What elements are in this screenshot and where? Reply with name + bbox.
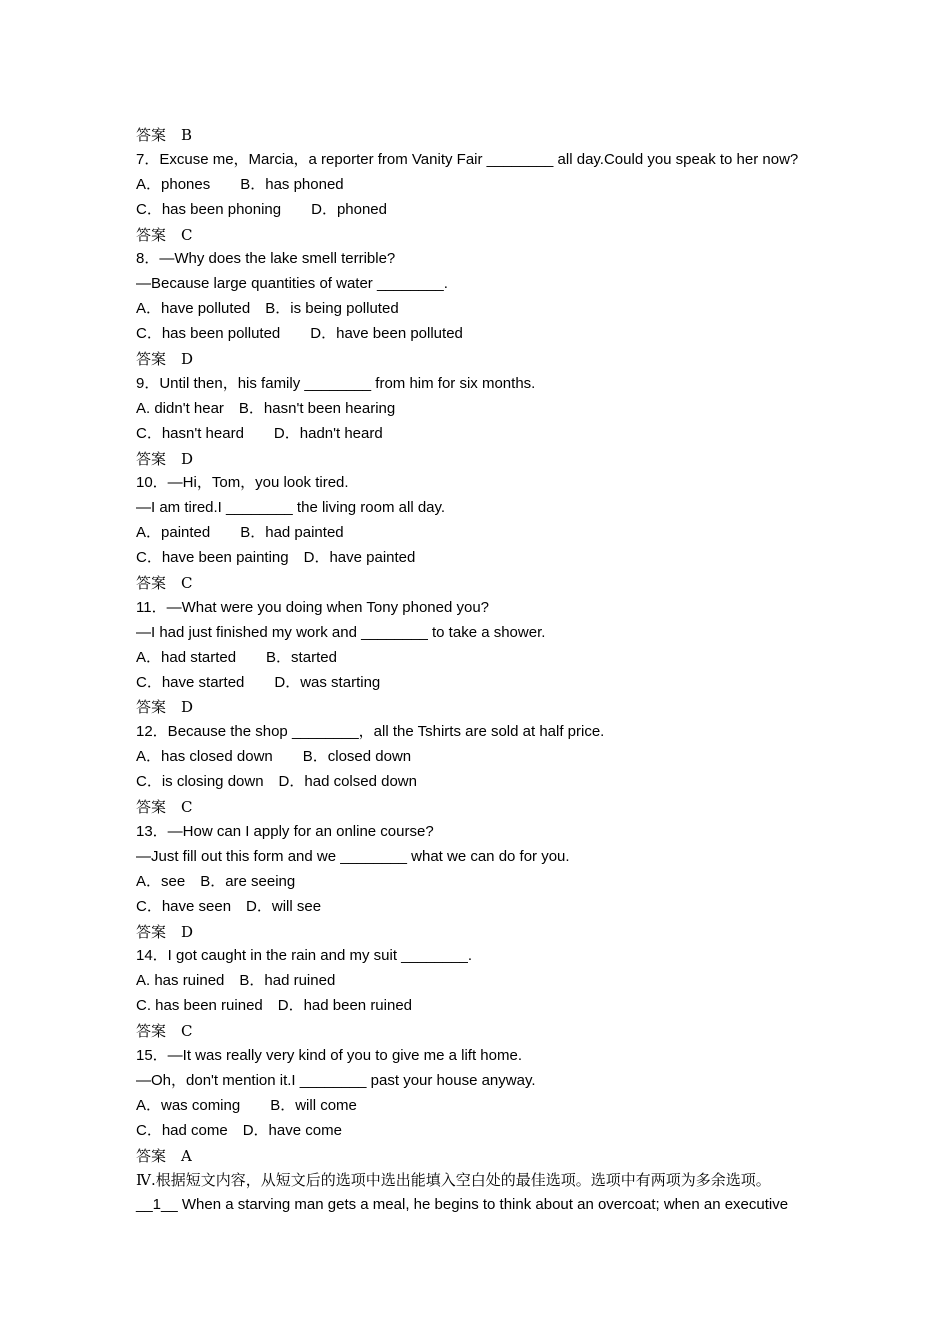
question-8-answer: 答案 D <box>136 350 194 369</box>
question-10-stem: 10．—Hi，Tom，you look tired. <box>136 474 349 492</box>
question-12-stem: 12．Because the shop ________，all the Tshirts are sold at half price. <box>136 723 605 741</box>
question-8-options-cd: C．has been polluted D．have been polluted <box>136 325 463 343</box>
question-13-options-ab: A．see B．are seeing <box>136 872 296 890</box>
question-7-options-ab: A．phones B．has phoned <box>136 175 344 193</box>
question-9-stem: 9．Until then，his family ________ from him for six months. <box>136 374 536 392</box>
question-10-answer: 答案 C <box>136 574 193 593</box>
question-13-stem: 13．—How can I apply for an online course? <box>136 822 434 840</box>
question-7-options-cd: C．has been phoning D．phoned <box>136 200 387 218</box>
question-13-reply: —Just fill out this form and we ________ what we can do for you. <box>136 847 570 865</box>
question-14-options-ab: A. has ruined B．had ruined <box>136 972 336 990</box>
question-8-options-ab: A．have polluted B．is being polluted <box>136 300 399 318</box>
question-14-options-cd: C. has been ruined D．had been ruined <box>136 997 413 1015</box>
question-9-options-cd: C．hasn't heard D．hadn't heard <box>136 424 383 442</box>
passage-first-line: __1__ When a starving man gets a meal, he begins to think about an overcoat; when an executive <box>136 1196 789 1214</box>
question-9-options-ab: A. didn't hear B．hasn't been hearing <box>136 399 396 417</box>
section-iv-instructions: Ⅳ.根据短文内容，从短文后的选项中选出能填入空白处的最佳选项。选项中有两项为多余选项。 <box>136 1171 771 1190</box>
question-9-answer: 答案 D <box>136 449 194 468</box>
question-8-reply: —Because large quantities of water ________. <box>136 275 448 293</box>
question-15-reply: —Oh，don't mention it.I ________ past your house anyway. <box>136 1071 536 1089</box>
question-8-stem: 8．—Why does the lake smell terrible? <box>136 250 396 268</box>
question-10-reply: —I am tired.I ________ the living room all day. <box>136 499 446 517</box>
question-10-options-cd: C．have been painting D．have painted <box>136 549 416 567</box>
question-15-options-cd: C．had come D．have come <box>136 1121 342 1139</box>
question-12-answer: 答案 C <box>136 798 193 817</box>
question-15-options-ab: A．was coming B．will come <box>136 1096 357 1114</box>
question-12-options-cd: C．is closing down D．had colsed down <box>136 773 417 791</box>
question-14-stem: 14．I got caught in the rain and my suit ________. <box>136 947 473 965</box>
question-7-answer: 答案 C <box>136 225 193 244</box>
question-12-options-ab: A．has closed down B．closed down <box>136 748 412 766</box>
question-11-options-ab: A．had started B．started <box>136 648 337 666</box>
question-15-stem: 15．—It was really very kind of you to give me a lift home. <box>136 1046 522 1064</box>
question-13-options-cd: C．have seen D．will see <box>136 897 322 915</box>
question-11-stem: 11．—What were you doing when Tony phoned you? <box>136 598 490 616</box>
answer-line: 答案 B <box>136 126 193 144</box>
question-13-answer: 答案 D <box>136 922 194 941</box>
question-15-answer: 答案 A <box>136 1146 192 1165</box>
document-body <box>136 123 836 1218</box>
question-11-reply: —I had just finished my work and ________ to take a shower. <box>136 623 546 641</box>
question-11-answer: 答案 D <box>136 698 194 717</box>
question-7-stem: 7．Excuse me，Marcia，a reporter from Vanity Fair ________ all day.Could you speak to her now? <box>136 150 799 168</box>
question-10-options-ab: A．painted B．had painted <box>136 524 344 542</box>
question-14-answer: 答案 C <box>136 1022 193 1041</box>
question-11-options-cd: C．have started D．was starting <box>136 673 381 691</box>
